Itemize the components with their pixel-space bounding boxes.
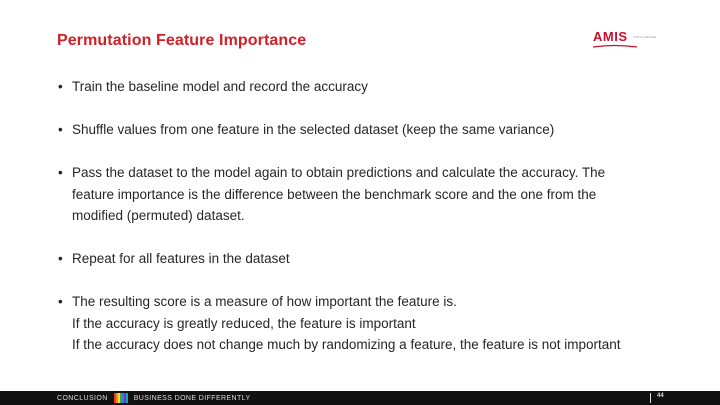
logo-word: AMIS	[593, 29, 628, 44]
amis-logo	[593, 29, 656, 44]
color-stripes	[114, 393, 128, 403]
bullet-text: • Pass the dataset to the model again to obtain predictions and calculate the accuracy. The	[72, 165, 606, 180]
bullet-item	[58, 76, 368, 98]
bullet-text: If the accuracy is greatly reduced, the feature is important	[72, 315, 416, 331]
page-number: 44	[657, 393, 664, 399]
bullet-text: If the accuracy does not change much by randomizing a feature, the feature is not important	[72, 337, 621, 352]
footer-tagline: BUSINESS DONE DIFFERENTLY	[133, 394, 251, 402]
bullet-text: feature importance is the difference between the benchmark score and the one from the	[72, 186, 597, 202]
bullet-text: modified (permuted) dataset.	[72, 208, 245, 223]
logo-subtitle: DATA DRIVEN	[633, 34, 657, 39]
slide-title: Permutation Feature Importance	[57, 32, 307, 49]
bullet-text: • Shuffle values from one feature in the selected dataset (keep the same variance)	[72, 122, 555, 137]
bullet-item	[58, 248, 290, 270]
footer-company: CONCLUSION	[57, 394, 108, 402]
bullet-item	[58, 162, 605, 227]
stripe-segment	[126, 393, 128, 403]
logo-swoosh-icon	[593, 44, 637, 49]
bullet-text: • Repeat for all features in the dataset	[72, 251, 290, 266]
bullet-text: • The resulting score is a measure of how important the feature is.	[72, 294, 457, 309]
bullet-item	[58, 291, 621, 356]
bullet-text: • Train the baseline model and record the accuracy	[72, 79, 368, 94]
footer-divider	[650, 393, 651, 403]
bullet-item	[58, 119, 554, 141]
footer-bar	[0, 391, 720, 405]
